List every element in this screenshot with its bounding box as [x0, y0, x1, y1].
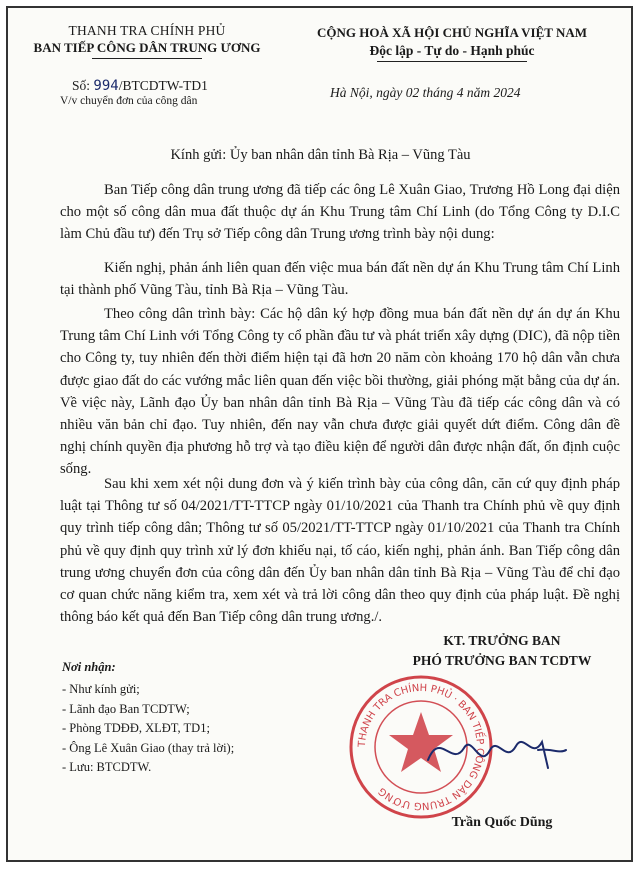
department-name: BAN TIẾP CÔNG DÂN TRUNG ƯƠNG: [33, 40, 261, 55]
date-place: Hà Nội, ngày 02 tháng 4 năm 2024: [330, 85, 521, 100]
body-paragraph-4: Sau khi xem xét nội dung đơn và ý kiến trình bày của công dân, căn cứ quy định pháp luật tại Thông tư số 04/2021/TT-TTCP ngày 01/10/2021 của Thanh tra Chính phủ về quy định quy trình tiếp công dân; Thông tư số 05/2021/TT-TTCP ngày 01/10/2021 của Thanh tra Chính phủ về quy định quy trình xử lý đơn khiếu nại, tố cáo, kiến nghị, phản ánh. Ban Tiếp công dân trung ương chuyển đơn của công dân đến Ủy ban nhân dân tỉnh Bà Rịa – Vũng Tàu để chỉ đạo cơ quan chức năng kiểm tra, xem xét và trả lời công dân theo quy định của pháp luật. Đề nghị thông báo kết quả đến Ban Tiếp công dân trung ương./.: [60, 476, 620, 626]
distribution-item: - Ông Lê Xuân Giao (thay trả lời);: [62, 740, 235, 755]
distribution-title: Nơi nhận:: [62, 660, 116, 674]
distribution-list: [62, 680, 234, 778]
signature-title-line2: PHÓ TRƯỞNG BAN TCDTW: [412, 653, 592, 668]
document-number-prefix: Số:: [72, 78, 91, 93]
issuer-header: [22, 22, 272, 59]
document-subject: V/v chuyển đơn của công dân: [60, 95, 198, 107]
seal-text: THANH TRA CHÍNH PHỦ · BAN TIẾP CÔNG DÂN TRUNG ƯƠNG: [356, 682, 486, 812]
distribution-item: - Phòng TDĐĐ, XLĐT, TD1;: [62, 721, 210, 736]
motto-underline: [377, 61, 527, 62]
national-header: [282, 24, 622, 62]
body-paragraph-2: Kiến nghị, phản ánh liên quan đến việc mua bán đất nền dự án Khu Trung tâm Chí Linh tại thành phố Vũng Tàu, tỉnh Bà Rịa – Vũng Tàu.: [60, 260, 620, 299]
recipient-line: Kính gửi: Ủy ban nhân dân tỉnh Bà Rịa – Vũng Tàu: [170, 147, 471, 163]
document-number-suffix: /BTCDTW-TD1: [118, 78, 208, 93]
document-number-handwritten: 994: [93, 78, 119, 94]
agency-name: THANH TRA CHÍNH PHỦ: [68, 23, 226, 38]
body-paragraph-1: Ban Tiếp công dân trung ương đã tiếp các ông Lê Xuân Giao, Trương Hồ Long đại diện cho một số công dân mua đất thuộc dự án Khu Trung tâm Chí Linh (do Tổng Công ty D.I.C làm Chủ đầu tư) đến Trụ sở Tiếp công dân Trung ương trình bày nội dung:: [60, 182, 620, 243]
body-paragraph-3: Theo công dân trình bày: Các hộ dân ký hợp đồng mua bán đất nền dự án dự án Khu Trung tâm Chí Linh với Tổng Công ty cổ phần đầu tư và phát triển xây dựng (DIC), đã nộp tiền cho Công ty, tuy nhiên đến thời điểm hiện tại đã hơn 20 năm còn khoảng 170 hộ dân vẫn chưa được giao đất do các vướng mắc liên quan đến việc bồi thường, giải phóng mặt bằng của dự án. Về việc này, Lãnh đạo Ủy ban nhân dân tỉnh Bà Rịa – Vũng Tàu đã tiếp các công dân và có nhiều văn bản chỉ đạo. Tuy nhiên, đến nay vẫn chưa được giải quyết dứt điểm. Công dân đề nghị chính quyền địa phương hỗ trợ và tạo điều kiện để người dân được nhận đất, ổn định cuộc sống.: [60, 306, 620, 478]
signature-title: [372, 631, 632, 671]
header-underline: [92, 58, 202, 59]
distribution-item: - Như kính gửi;: [62, 682, 140, 696]
national-motto: Độc lập - Tự do - Hạnh phúc: [369, 43, 535, 58]
country-name: CỘNG HOÀ XÃ HỘI CHỦ NGHĨA VIỆT NAM: [316, 25, 588, 40]
distribution-item: - Lưu: BTCDTW.: [62, 760, 152, 775]
signature-title-line1: KT. TRƯỞNG BAN: [443, 633, 561, 648]
document-number: [72, 78, 208, 94]
handwritten-signature: [420, 720, 570, 780]
signer-name: Trần Quốc Dũng: [451, 815, 553, 830]
distribution-item: - Lãnh đạo Ban TCDTW;: [62, 701, 190, 716]
